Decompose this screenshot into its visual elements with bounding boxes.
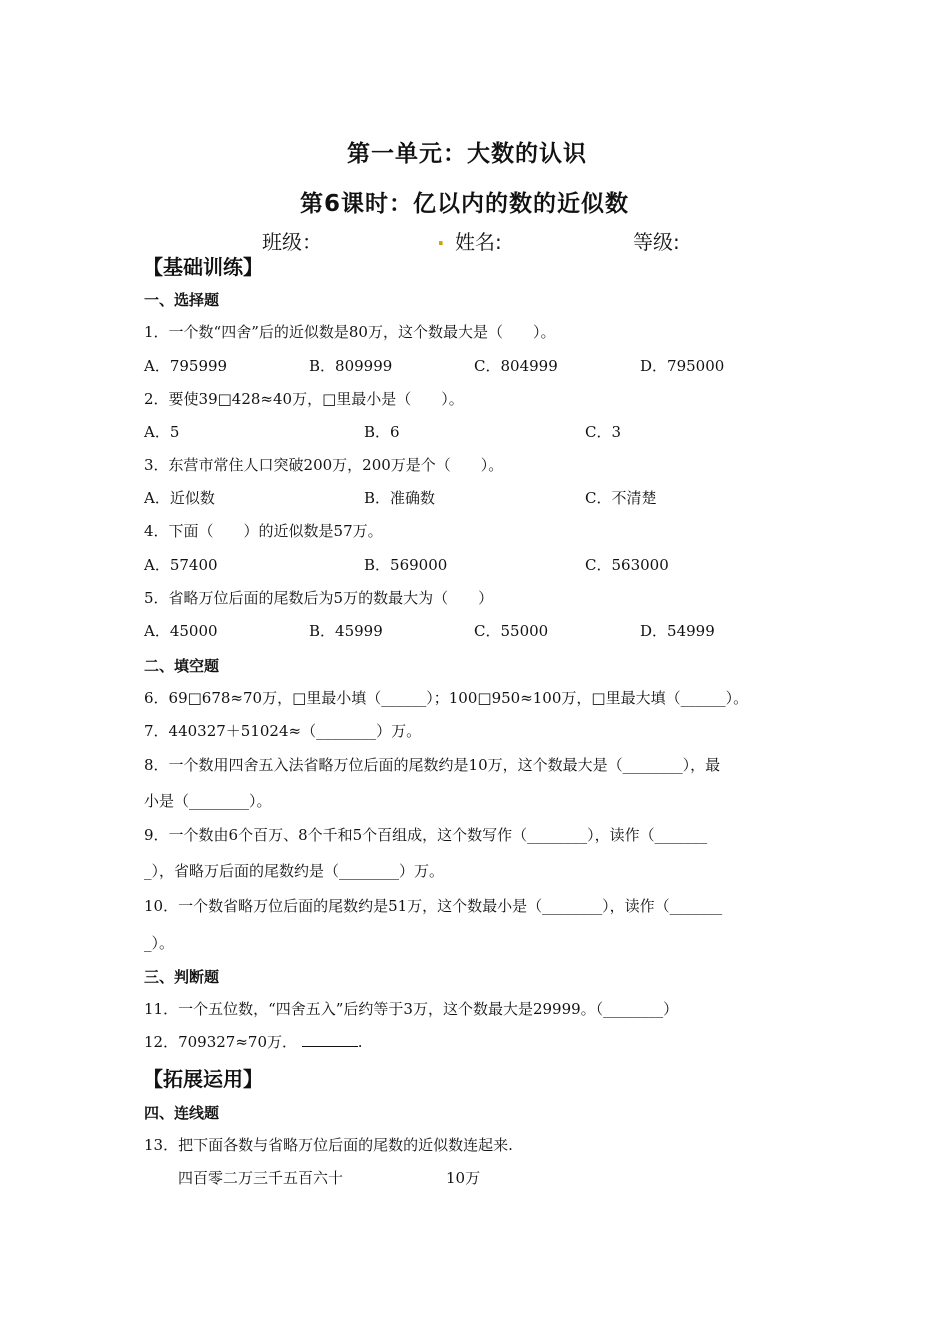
question-12-text: 12．709327≈70万．	[144, 1033, 298, 1051]
q5-option-b: B．45999	[309, 622, 383, 640]
section-extension: 【拓展运用】	[143, 1067, 263, 1091]
q5-option-c: C．55000	[474, 622, 549, 640]
q1-option-a: A．795999	[144, 357, 228, 375]
heading-choice: 一、选择题	[144, 291, 220, 309]
q2-option-a: A．5	[144, 423, 180, 441]
q1-option-c: C．804999	[474, 357, 558, 375]
answer-underline	[302, 1032, 358, 1047]
q4-option-a: A．57400	[144, 556, 218, 574]
question-5: 5．省略万位后面的尾数后为5万的数最大为（ ）	[144, 589, 494, 607]
question-4: 4．下面（ ）的近似数是57万。	[144, 522, 383, 540]
q2-option-b: B．6	[364, 423, 400, 441]
question-2: 2．要使39□428≈40万，□里最小是（ ）。	[144, 390, 464, 408]
question-9-line2: _），省略万后面的尾数约是（________）万。	[144, 862, 445, 880]
question-6: 6．69□678≈70万，□里最小填（______）；100□950≈100万，□里最大填（______）。	[144, 689, 749, 707]
class-label: 班级：	[262, 230, 322, 254]
question-11: 11．一个五位数，“四舍五入”后约等于3万，这个数最大是29999。（________）	[144, 1000, 679, 1018]
section-basic-training: 【基础训练】	[143, 255, 263, 279]
question-8-line1: 8．一个数用四舍五入法省略万位后面的尾数约是10万，这个数最大是（________），最	[144, 756, 721, 774]
question-9-line1: 9．一个数由6个百万、8个千和5个百组成，这个数写作（________），读作（_______	[144, 826, 708, 844]
q2-option-c: C．3	[585, 423, 622, 441]
question-1: 1．一个数“四舍”后的近似数是80万，这个数最大是（ ）。	[144, 323, 556, 341]
unit-title: 第一单元：大数的认识	[347, 141, 587, 167]
heading-matching: 四、连线题	[144, 1104, 220, 1122]
q1-option-d: D．795000	[640, 357, 725, 375]
match-right-item: 10万	[446, 1169, 481, 1187]
lesson-title: 第6课时：亿以内的数的近似数	[300, 191, 630, 217]
name-label: 姓名:	[455, 230, 502, 254]
separator-dot: .	[437, 226, 445, 250]
question-12	[144, 1031, 363, 1052]
match-left-item: 四百零二万三千五百六十	[178, 1169, 344, 1187]
question-12-end: .	[357, 1033, 363, 1051]
q5-option-a: A．45000	[144, 622, 218, 640]
q4-option-b: B．569000	[364, 556, 448, 574]
q1-option-b: B．809999	[309, 357, 393, 375]
grade-label: 等级:	[633, 230, 680, 254]
question-3: 3．东营市常住人口突破200万，200万是个（ ）。	[144, 456, 504, 474]
q3-option-b: B．准确数	[364, 489, 436, 507]
q5-option-d: D．54999	[640, 622, 715, 640]
question-7: 7．440327＋51024≈（________）万。	[144, 722, 422, 740]
heading-true-false: 三、判断题	[144, 968, 220, 986]
question-10-line1: 10．一个数省略万位后面的尾数约是51万，这个数最小是（________），读作（_______	[144, 897, 723, 915]
q3-option-a: A．近似数	[144, 489, 215, 507]
heading-fill-blank: 二、填空题	[144, 657, 220, 675]
q3-option-c: C．不清楚	[585, 489, 657, 507]
q4-option-c: C．563000	[585, 556, 669, 574]
question-8-line2: 小是（________）。	[144, 792, 272, 810]
question-13: 13．把下面各数与省略万位后面的尾数的近似数连起来.	[144, 1136, 513, 1154]
question-10-line2: _）。	[144, 934, 175, 952]
